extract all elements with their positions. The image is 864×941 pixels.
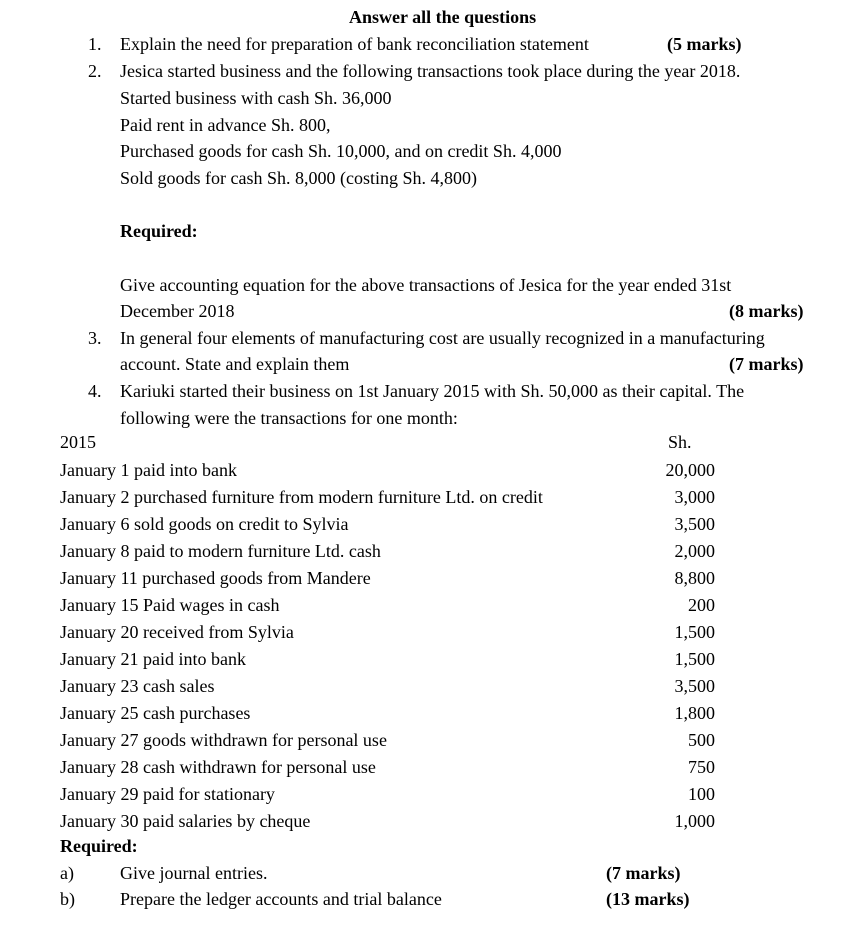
transaction-amount: 1,800 [674,703,715,723]
transaction-description: January 20 received from Sylvia [60,622,294,642]
transaction-description: January 15 Paid wages in cash [60,595,280,615]
transaction-amount: 500 [688,730,715,750]
transaction-amount: 100 [688,784,715,804]
task-text: December 2018 [120,301,235,321]
transaction-description: January 1 paid into bank [60,460,237,480]
question-number: 3. [88,328,102,348]
currency-heading: Sh. [668,432,692,452]
transaction-amount: 200 [688,595,715,615]
transaction-description: January 29 paid for stationary [60,784,275,804]
transaction-description: January 27 goods withdrawn for personal use [60,730,387,750]
part-label: b) [60,889,75,909]
question-number: 4. [88,381,102,401]
transaction-amount: 8,800 [674,568,715,588]
transaction-amount: 2,000 [674,541,715,561]
transaction-description: January 25 cash purchases [60,703,251,723]
transaction-line: Started business with cash Sh. 36,000 [120,88,392,108]
transaction-description: January 28 cash withdrawn for personal use [60,757,376,777]
transaction-line: Purchased goods for cash Sh. 10,000, and on credit Sh. 4,000 [120,141,562,161]
transaction-amount: 1,500 [674,649,715,669]
transaction-description: January 11 purchased goods from Mandere [60,568,371,588]
part-text: Prepare the ledger accounts and trial balance [120,889,442,909]
transaction-amount: 1,000 [674,811,715,831]
marks: (7 marks) [729,354,804,374]
marks: (13 marks) [606,889,690,909]
transaction-amount: 3,500 [674,514,715,534]
marks: (8 marks) [729,301,804,321]
transaction-amount: 1,500 [674,622,715,642]
transaction-line: Paid rent in advance Sh. 800, [120,115,331,135]
transaction-description: January 6 sold goods on credit to Sylvia [60,514,349,534]
part-label: a) [60,863,74,883]
transaction-amount: 3,500 [674,676,715,696]
transaction-description: January 2 purchased furniture from modern furniture Ltd. on credit [60,487,543,507]
question-text: Explain the need for preparation of bank reconciliation statement [120,34,589,54]
question-text: Kariuki started their business on 1st January 2015 with Sh. 50,000 as their capital. The [120,381,745,401]
required-heading: Required: [120,221,198,241]
question-text: following were the transactions for one month: [120,408,458,428]
transaction-amount: 750 [688,757,715,777]
transaction-description: January 8 paid to modern furniture Ltd. cash [60,541,381,561]
required-heading: Required: [60,836,138,856]
transaction-amount: 3,000 [674,487,715,507]
transaction-description: January 23 cash sales [60,676,215,696]
task-text: Give accounting equation for the above transactions of Jesica for the year ended 31st [120,275,732,295]
marks: (5 marks) [667,34,742,54]
question-text: account. State and explain them [120,354,350,374]
transaction-amount: 20,000 [665,460,715,480]
transaction-description: January 30 paid salaries by cheque [60,811,311,831]
question-text: In general four elements of manufacturing cost are usually recognized in a manufacturing [120,328,765,348]
page-title: Answer all the questions [349,7,537,27]
marks: (7 marks) [606,863,681,883]
transaction-line: Sold goods for cash Sh. 8,000 (costing Sh. 4,800) [120,168,477,188]
question-number: 2. [88,61,102,81]
question-text: Jesica started business and the following transactions took place during the year 2018. [120,61,741,81]
year-heading: 2015 [60,432,96,452]
question-number: 1. [88,34,102,54]
transaction-description: January 21 paid into bank [60,649,246,669]
part-text: Give journal entries. [120,863,268,883]
